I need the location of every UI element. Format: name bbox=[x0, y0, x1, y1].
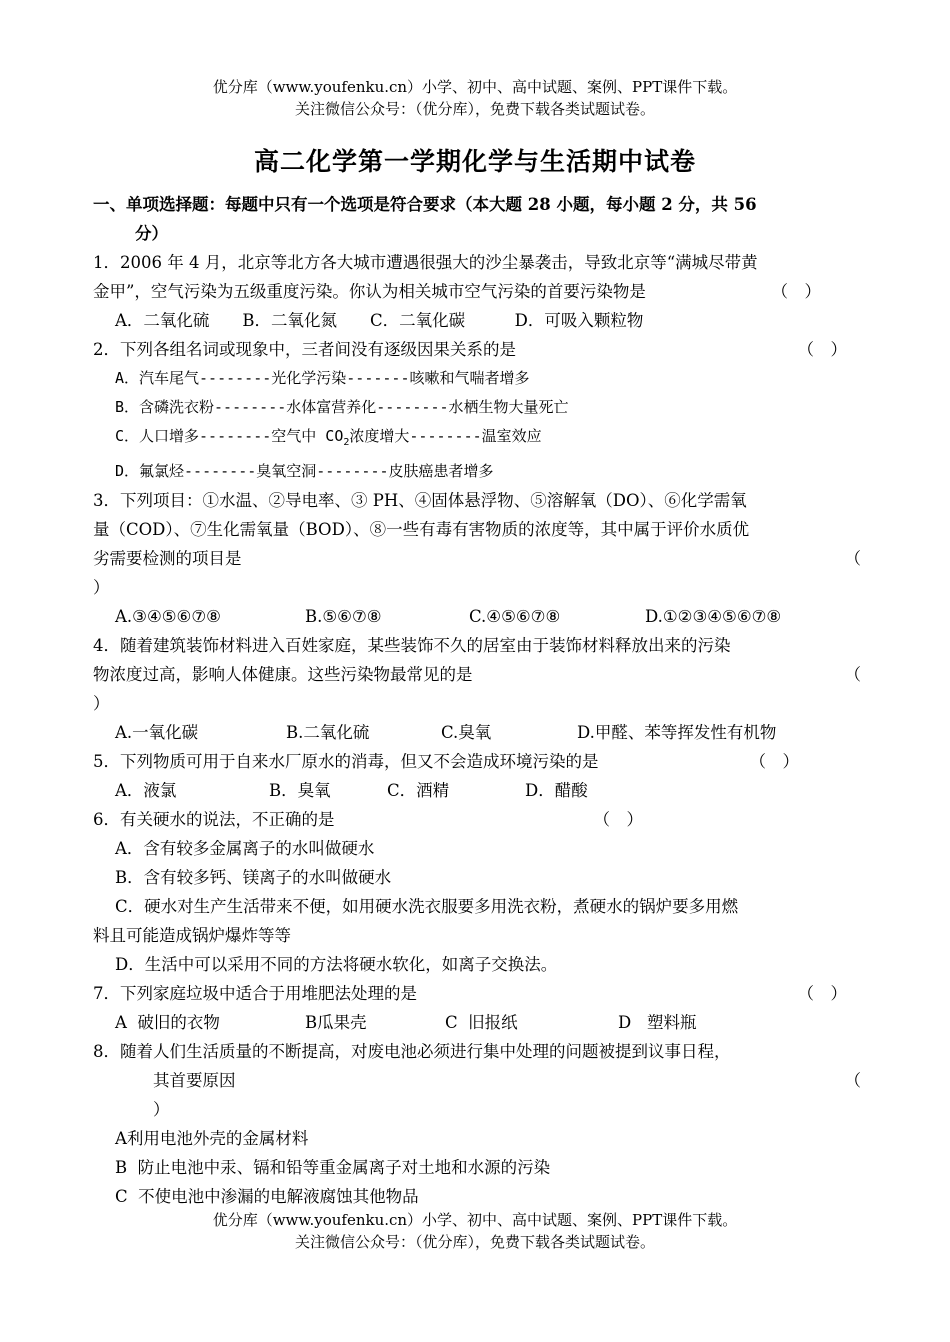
section-heading-cont: 分） bbox=[135, 224, 168, 243]
q7-option-b: B瓜果壳 bbox=[305, 1013, 367, 1032]
section-heading-line: 一、单项选择题：每题中只有一个选项是符合要求（本大题 28 小题，每小题 2 分，共 56 bbox=[93, 195, 757, 214]
q4-option-a: A.一氧化碳 bbox=[115, 723, 199, 742]
q3-options bbox=[93, 602, 861, 631]
q8-line-2: 其首要原因 bbox=[153, 1071, 236, 1090]
question-6 bbox=[93, 805, 861, 979]
q2-option-c bbox=[93, 422, 861, 457]
q3-option-c: C.④⑤⑥⑦⑧ bbox=[469, 607, 561, 626]
question-8 bbox=[93, 1037, 861, 1211]
q6-stem: 6．有关硬水的说法，不正确的是 bbox=[93, 810, 335, 829]
q3-answer-bracket-open: （ bbox=[844, 549, 861, 568]
q5-option-c: C．酒精 bbox=[387, 781, 450, 800]
header-line-1: 优分库（www.youfenku.cn）小学、初中、高中试题、案例、PPT课件下载。 bbox=[212, 78, 738, 96]
q2-stem: 2．下列各组名词或现象中，三者间没有逐级因果关系的是 bbox=[93, 340, 516, 359]
q7-option-c: C 旧报纸 bbox=[445, 1013, 518, 1032]
q3-line-2: 量（COD）、⑦生化需氧量（BOD）、⑧一些有毒有害物质的浓度等，其中属于评价水质优 bbox=[93, 520, 750, 539]
q4-option-c: C.臭氧 bbox=[441, 723, 492, 742]
q4-answer-bracket-open: （ bbox=[844, 665, 861, 684]
q5-option-d: D．醋酸 bbox=[525, 781, 588, 800]
q8-option-a: A利用电池外壳的金属材料 bbox=[115, 1129, 309, 1148]
q7-options bbox=[93, 1008, 861, 1037]
q1-answer-bracket: （ ） bbox=[771, 282, 821, 301]
q8-option-c: C 不使电池中渗漏的电解液腐蚀其他物品 bbox=[115, 1187, 419, 1206]
q1-options: A．二氧化硫 B．二氧化氮 C．二氧化碳 D．可吸入颗粒物 bbox=[115, 311, 644, 330]
q2-option-a: A．汽车尾气--------光化学污染-------咳嗽和气喘者增多 bbox=[115, 369, 530, 387]
q1-line-1: 1．2006 年 4 月，北京等北方各大城市遭遇很强大的沙尘暴袭击，导致北京等“满城尽带黄 bbox=[93, 253, 758, 272]
q1-line-2: 金甲”，空气污染为五级重度污染。你认为相关城市空气污染的首要污染物是 bbox=[93, 282, 646, 301]
q3-line-3: 劣需要检测的项目是 bbox=[93, 549, 242, 568]
q7-answer-bracket: （ ） bbox=[797, 984, 847, 1003]
q6-option-a: A．含有较多金属离子的水叫做硬水 bbox=[115, 839, 375, 858]
question-7 bbox=[93, 979, 861, 1037]
q4-option-d: D.甲醛、苯等挥发性有机物 bbox=[577, 723, 777, 742]
header-line-2: 关注微信公众号：（优分库），免费下载各类试题试卷。 bbox=[294, 100, 655, 118]
q6-option-d: D．生活中可以采用不同的方法将硬水软化，如离子交换法。 bbox=[115, 955, 558, 974]
q5-stem: 5．下列物质可用于自来水厂原水的消毒，但又不会造成环境污染的是 bbox=[93, 752, 599, 771]
q3-answer-bracket-close: ） bbox=[93, 578, 110, 597]
q3-option-d: D.①②③④⑤⑥⑦⑧ bbox=[645, 607, 782, 626]
q5-option-b: B．臭氧 bbox=[269, 781, 331, 800]
q2-option-c-sub: 2 bbox=[343, 437, 350, 448]
q8-answer-bracket-open: （ bbox=[844, 1071, 861, 1090]
q6-option-c-line-1: C．硬水对生产生活带来不便，如用硬水洗衣服要多用洗衣粉，煮硬水的锅炉要多用燃 bbox=[115, 897, 739, 916]
q4-options bbox=[93, 718, 861, 747]
page-title: 高二化学第一学期化学与生活期中试卷 bbox=[253, 147, 696, 176]
q3-option-b: B.⑤⑥⑦⑧ bbox=[305, 607, 382, 626]
q8-answer-bracket-close: ） bbox=[153, 1100, 170, 1119]
question-5 bbox=[93, 747, 861, 805]
q3-line-1: 3．下列项目：①水温、②导电率、③ PH、④固体悬浮物、⑤溶解氧（DO）、⑥化学需氧 bbox=[93, 491, 747, 510]
q7-option-d: D 塑料瓶 bbox=[618, 1013, 697, 1032]
q5-options bbox=[93, 776, 861, 805]
question-1 bbox=[93, 248, 861, 335]
page-footer bbox=[0, 1209, 950, 1253]
footer-line-2: 关注微信公众号：（优分库），免费下载各类试题试卷。 bbox=[294, 1233, 655, 1251]
q2-answer-bracket: （ ） bbox=[797, 340, 847, 359]
q5-option-a: A．液氯 bbox=[115, 781, 177, 800]
q3-option-a: A.③④⑤⑥⑦⑧ bbox=[115, 607, 221, 626]
q4-line-2: 物浓度过高，影响人体健康。这些污染物最常见的是 bbox=[93, 665, 473, 684]
q2-option-c-post: 浓度增大--------温室效应 bbox=[349, 427, 542, 445]
q2-option-d: D．氟氯烃--------臭氧空洞--------皮肤癌患者增多 bbox=[115, 462, 494, 480]
section-heading bbox=[93, 190, 861, 248]
q7-stem: 7．下列家庭垃圾中适合于用堆肥法处理的是 bbox=[93, 984, 417, 1003]
q8-option-b: B 防止电池中汞、镉和铅等重金属离子对土地和水源的污染 bbox=[115, 1158, 551, 1177]
q4-answer-bracket-close: ） bbox=[93, 694, 110, 713]
question-2 bbox=[93, 335, 861, 486]
q7-option-a: A 破旧的衣物 bbox=[115, 1013, 220, 1032]
exam-content bbox=[93, 190, 861, 1211]
page-header bbox=[0, 76, 950, 120]
q8-line-1: 8．随着人们生活质量的不断提高，对废电池必须进行集中处理的问题被提到议事日程， bbox=[93, 1042, 731, 1061]
footer-line-1: 优分库（www.youfenku.cn）小学、初中、高中试题、案例、PPT课件下载。 bbox=[212, 1211, 738, 1229]
q6-answer-bracket: （ ） bbox=[593, 810, 643, 829]
q2-option-b: B．含磷洗衣粉--------水体富营养化--------水栖生物大量死亡 bbox=[115, 398, 569, 416]
q4-option-b: B.二氧化硫 bbox=[286, 723, 370, 742]
q5-answer-bracket: （ ） bbox=[749, 752, 799, 771]
question-3 bbox=[93, 486, 861, 631]
q6-option-c-line-2: 料且可能造成锅炉爆炸等等 bbox=[93, 926, 291, 945]
q4-line-1: 4．随着建筑装饰材料进入百姓家庭，某些装饰不久的居室由于装饰材料释放出来的污染 bbox=[93, 636, 731, 655]
q6-option-b: B．含有较多钙、镁离子的水叫做硬水 bbox=[115, 868, 392, 887]
q2-option-c-pre: C．人口增多--------空气中 CO bbox=[115, 427, 344, 445]
question-4 bbox=[93, 631, 861, 747]
